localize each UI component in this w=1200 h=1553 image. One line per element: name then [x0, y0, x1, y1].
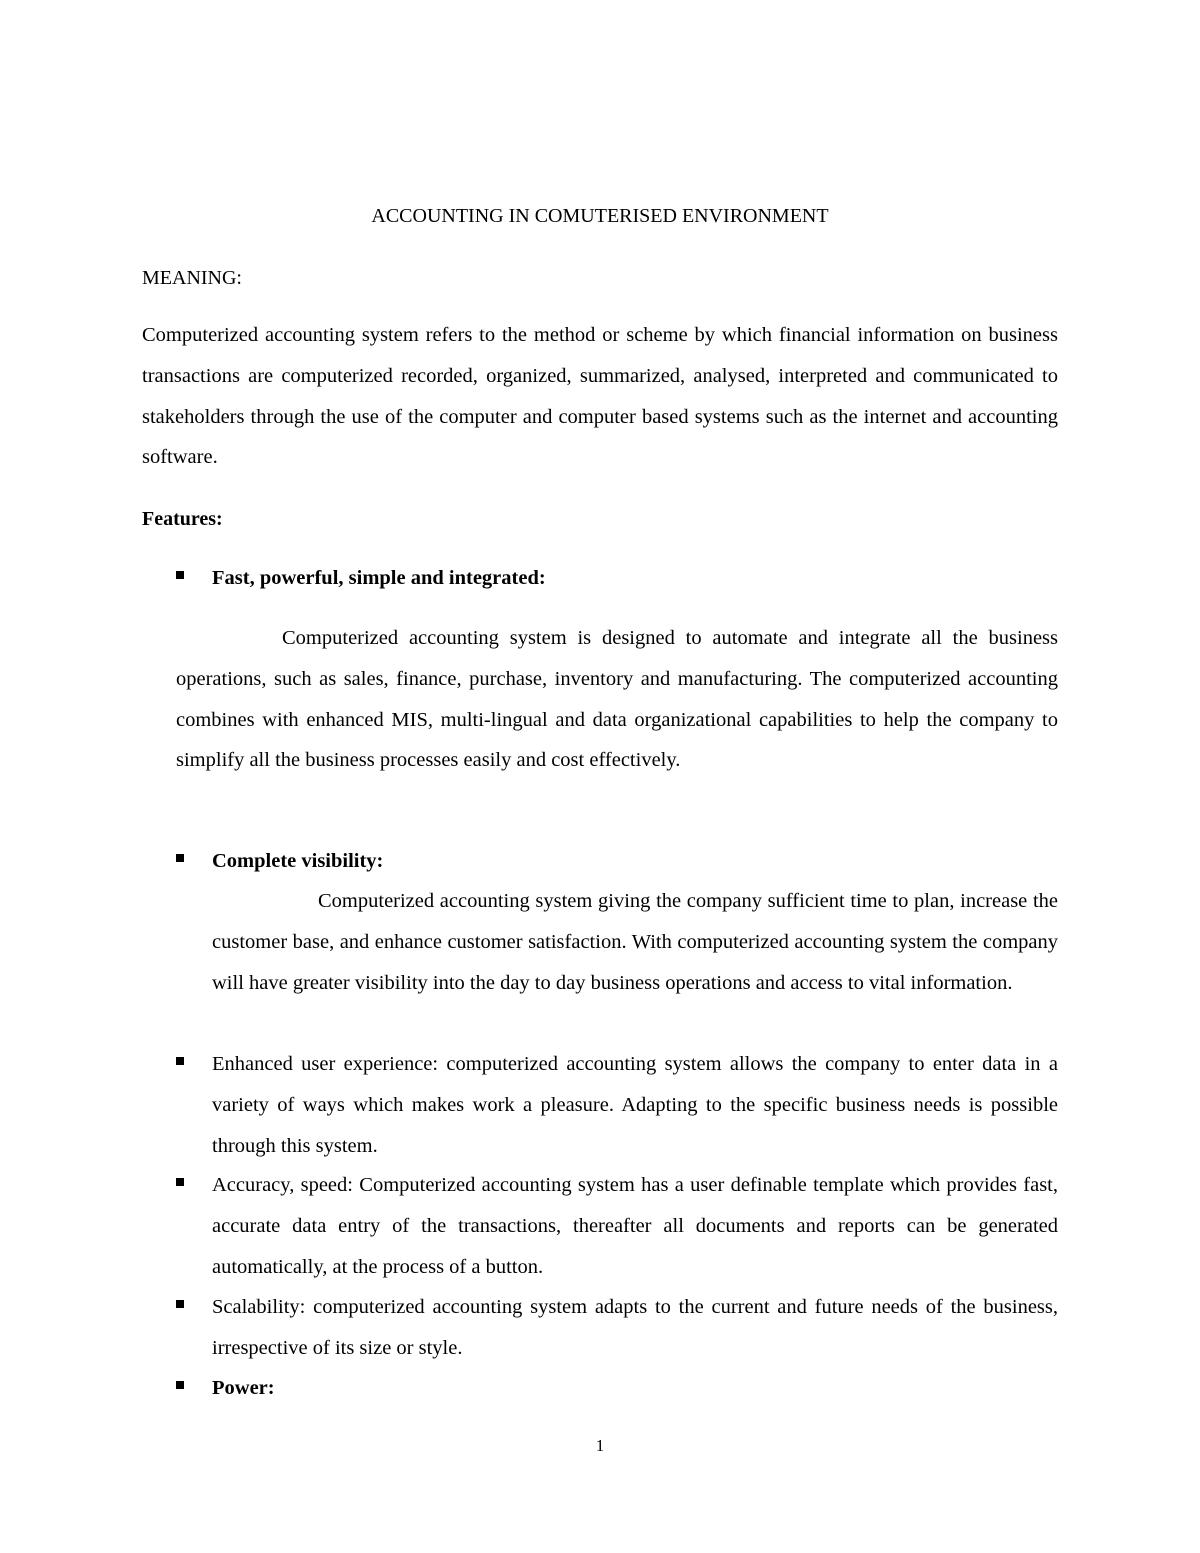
bullet-square-icon	[176, 1178, 184, 1186]
document-title: ACCOUNTING IN COMUTERISED ENVIRONMENT	[371, 205, 829, 227]
feature-heading: Power:	[212, 1377, 275, 1399]
bullet-square-icon	[176, 1381, 184, 1389]
feature-text: Enhanced user experience: computerized accounting system allows the company to enter data in a variety of ways which makes work a pleasure. Adapting to the specific business needs is possible through this system.	[212, 1053, 1058, 1157]
feature-text: Accuracy, speed: Computerized accounting system has a user definable template which provides fast, accurate data entry of the transactions, thereafter all documents and reports can be generated automatically, at the process of a button.	[212, 1174, 1058, 1278]
feature-heading: Fast, powerful, simple and integrated:	[212, 567, 546, 589]
feature-heading: Complete visibility:	[212, 850, 384, 872]
bullet-square-icon	[176, 571, 184, 579]
feature-text: Scalability: computerized accounting system adapts to the current and future needs of the business, irrespective of its size or style.	[212, 1296, 1058, 1359]
page-number: 1	[595, 1436, 605, 1455]
bullet-square-icon	[176, 1300, 184, 1308]
feature-body: Computerized accounting system is designed to automate and integrate all the business operations, such as sales, finance, purchase, inventory and manufacturing. The computerized accounting combines with enhanced MIS, multi-lingual and data organizational capabilities to help the company to simplify all the business processes easily and cost effectively.	[176, 627, 1058, 772]
bullet-square-icon	[176, 1057, 184, 1065]
meaning-paragraph: Computerized accounting system refers to the method or scheme by which financial information on business transactions are computerized recorded, organized, summarized, analysed, interpreted and communicated to stakeholders through the use of the computer and computer based systems such as the internet and accounting software.	[142, 324, 1058, 469]
feature-body: Computerized accounting system giving the company sufficient time to plan, increase the customer base, and enhance customer satisfaction. With computerized accounting system the company will have greater visibility into the day to day business operations and access to vital information.	[212, 890, 1058, 994]
meaning-heading: MEANING:	[142, 267, 242, 289]
features-heading: Features:	[142, 508, 223, 530]
bullet-square-icon	[176, 854, 184, 862]
